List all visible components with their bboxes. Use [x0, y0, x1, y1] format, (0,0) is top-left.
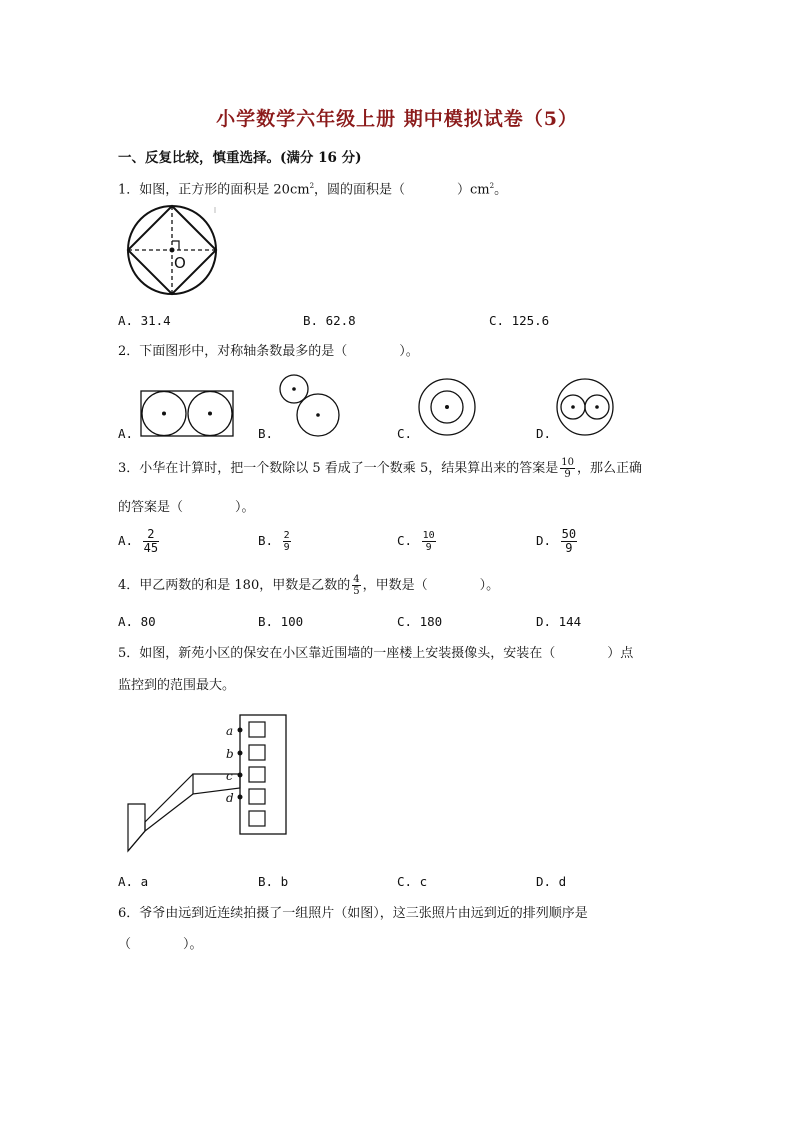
q2-figure-b: [278, 372, 342, 440]
point-label-a: a: [226, 724, 234, 738]
question-6-line2: （ ）。: [118, 937, 203, 952]
q5-option-a[interactable]: A. a: [118, 874, 149, 889]
q4-option-d[interactable]: D. 144: [536, 614, 582, 629]
q2-option-a[interactable]: A.: [118, 426, 134, 441]
q3-option-c[interactable]: C. $\frac{10}{9}$: [397, 530, 435, 553]
question-5-figure: [120, 708, 300, 858]
page-title: 小学数学六年级上册 期中模拟试卷（5）: [216, 108, 578, 130]
q3-option-d[interactable]: D. $\frac{50}{9}$: [536, 527, 577, 555]
q4-fraction: $\frac{4}{5}$: [353, 574, 360, 597]
question-3-line2: 的答案是（ ）。: [118, 500, 255, 515]
q2-figure-c: [418, 378, 478, 438]
q4-option-c[interactable]: C. 180: [397, 614, 443, 629]
q5-option-b[interactable]: B. b: [258, 874, 289, 889]
question-5-line1: 5．如图，新苑小区的保安在小区靠近围墙的一座楼上安装摄像头，安装在（ ）点: [118, 646, 634, 661]
q1-option-a[interactable]: A. 31.4: [118, 313, 171, 328]
question-5-line2: 监控到的范围最大。: [118, 678, 236, 693]
q4-option-a[interactable]: A. 80: [118, 614, 156, 629]
question-4-text: 4．甲乙两数的和是 180，甲数是乙数的 $\frac{4}{5}$ ，甲数是（ ）。: [118, 574, 500, 597]
q2-figure-a: [140, 390, 234, 438]
q1-option-c[interactable]: C. 125.6: [489, 313, 550, 328]
question-1-figure: [120, 203, 230, 303]
point-label-d: d: [226, 791, 234, 805]
q5-option-d[interactable]: D. d: [536, 874, 567, 889]
center-label: O: [174, 254, 186, 272]
q3-fraction: $\frac{10}{9}$: [561, 457, 574, 480]
question-6-line1: 6．爷爷由远到近连续拍摄了一组照片（如图），这三张照片由远到近的排列顺序是: [118, 906, 588, 921]
question-2-text: 2．下面图形中，对称轴条数最多的是（ ）。: [118, 344, 419, 359]
q2-option-d[interactable]: D.: [536, 426, 552, 441]
q1-option-b[interactable]: B. 62.8: [303, 313, 356, 328]
q2-option-b[interactable]: B.: [258, 426, 274, 441]
question-1-text: 1．如图，正方形的面积是 $20cm^2$，圆的面积是（ ）$cm^2$。: [118, 182, 508, 198]
q3-option-b[interactable]: B. $\frac{2}{9}$: [258, 530, 290, 553]
q5-option-c[interactable]: C. c: [397, 874, 428, 889]
point-label-c: c: [226, 769, 233, 783]
question-3-text: 3．小华在计算时，把一个数除以 5 看成了一个数乘 5，结果算出来的答案是 $\frac{10}{9}$ ，那么正确: [118, 457, 642, 480]
section-heading: 一、反复比较，慎重选择。(满分 16 分): [118, 150, 362, 166]
q3-option-a[interactable]: A. $\frac{2}{45}$: [118, 527, 159, 555]
q4-option-b[interactable]: B. 100: [258, 614, 304, 629]
point-label-b: b: [226, 747, 234, 761]
q2-figure-d: [556, 378, 616, 438]
q2-option-c[interactable]: C.: [397, 426, 413, 441]
